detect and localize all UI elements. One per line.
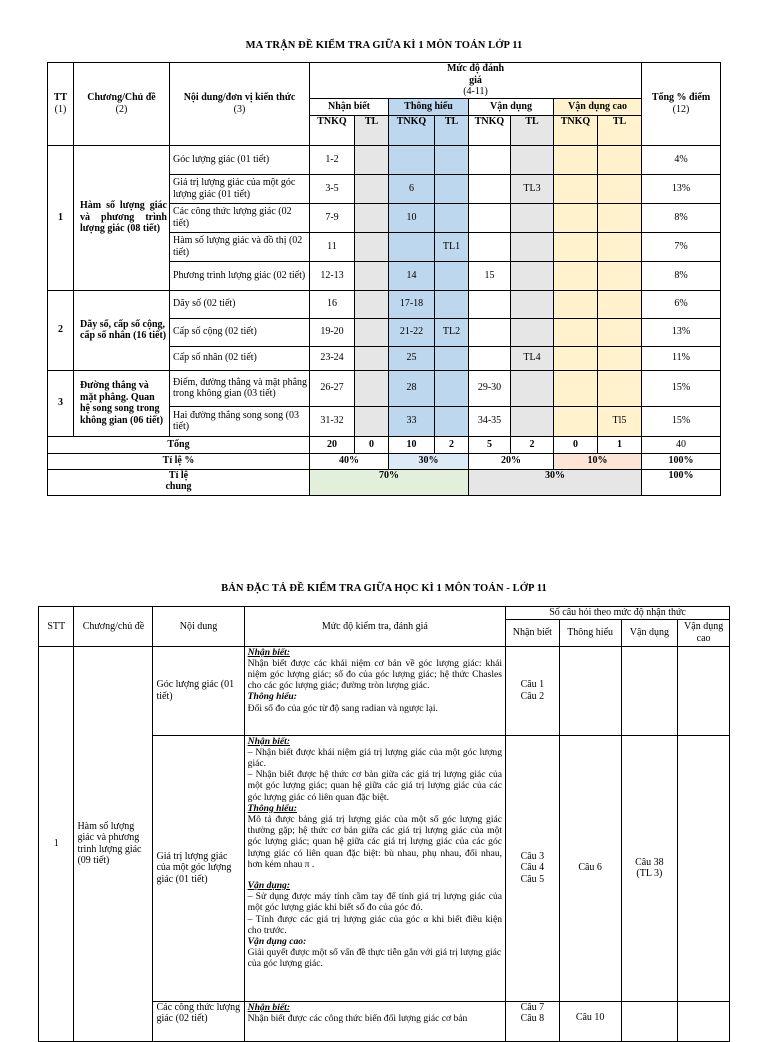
- question-cell: 19-20: [310, 318, 355, 346]
- spec-header-th: Thông hiểu: [559, 619, 621, 646]
- header-nhan-biet: Nhận biết: [310, 98, 389, 115]
- content-cell: Cấp số cộng (02 tiết): [170, 318, 310, 346]
- question-cell: [435, 370, 469, 406]
- percent-cell: 6%: [642, 290, 721, 318]
- question-cell: [554, 203, 598, 232]
- question-cell: [598, 290, 642, 318]
- total-cell: 10: [389, 436, 435, 453]
- spec-header-stt: STT: [39, 607, 74, 647]
- question-cell: [554, 346, 598, 370]
- question-cell: 34-35: [469, 406, 511, 436]
- sub-tnkq: TNKQ: [310, 115, 355, 145]
- chapter-number: 3: [48, 370, 74, 436]
- spec-vdc: [678, 646, 730, 735]
- spec-header-chapter: Chương/chủ đề: [74, 607, 153, 647]
- header-total: Tổng % điểm (12): [642, 63, 721, 146]
- question-cell: 16: [310, 290, 355, 318]
- spec-description: [244, 646, 505, 735]
- question-cell: [469, 290, 511, 318]
- level-text: Đổi số đo của góc từ độ sang radian và ngược lại.: [247, 702, 438, 714]
- question-cell: 1-2: [310, 145, 355, 174]
- question-cell: [511, 370, 554, 406]
- question-cell: [355, 174, 389, 203]
- question-cell: [511, 290, 554, 318]
- ratio-cell: 40%: [310, 453, 389, 469]
- question-cell: [598, 346, 642, 370]
- level-heading: Thông hiểu:: [247, 802, 297, 814]
- question-cell: [355, 406, 389, 436]
- level-heading: Nhận biết:: [247, 735, 291, 747]
- spec-th: [559, 646, 621, 735]
- spec-description: [244, 1001, 505, 1041]
- question-cell: [355, 318, 389, 346]
- question-cell: 26-27: [310, 370, 355, 406]
- percent-cell: 8%: [642, 203, 721, 232]
- level-heading: Vận dụng cao:: [247, 935, 307, 947]
- total-cell: 2: [435, 436, 469, 453]
- question-cell: 21-22: [389, 318, 435, 346]
- question-cell: [598, 145, 642, 174]
- total-cell: 1: [598, 436, 642, 453]
- question-cell: 31-32: [310, 406, 355, 436]
- question-cell: 17-18: [389, 290, 435, 318]
- question-cell: 14: [389, 261, 435, 290]
- question-cell: [554, 370, 598, 406]
- question-cell: 7-9: [310, 203, 355, 232]
- content-cell: Giá trị lượng giác của một góc lượng giác (01 tiết): [170, 174, 310, 203]
- question-cell: 12-13: [310, 261, 355, 290]
- content-cell: Góc lượng giác (01 tiết): [170, 145, 310, 174]
- question-cell: [469, 232, 511, 261]
- level-text: – Nhận biết được hệ thức cơ bản giữa các giá trị lượng giác của một góc lượng giác; quan hệ giữa các giá trị lượng giác của các góc lượng giác có liên quan đặc biệt.: [247, 769, 503, 803]
- question-cell: [355, 203, 389, 232]
- spec-content: Góc lượng giác (01 tiết): [153, 646, 244, 735]
- question-cell: 10: [389, 203, 435, 232]
- total-cell: 2: [511, 436, 554, 453]
- question-cell: [355, 346, 389, 370]
- question-cell: [554, 232, 598, 261]
- content-cell: Các công thức lượng giác (02 tiết): [170, 203, 310, 232]
- question-cell: 23-24: [310, 346, 355, 370]
- total-cell: 5: [469, 436, 511, 453]
- question-cell: 15: [469, 261, 511, 290]
- ratio-cell: 20%: [469, 453, 554, 469]
- question-cell: 28: [389, 370, 435, 406]
- question-cell: [511, 406, 554, 436]
- spec-vd: [621, 1001, 678, 1041]
- header-van-dung-cao: Vận dụng cao: [554, 98, 642, 115]
- spec-table: [38, 606, 730, 1042]
- total-pct: 40: [642, 436, 721, 453]
- question-cell: [355, 290, 389, 318]
- question-cell: [435, 261, 469, 290]
- ratio-total: 100%: [642, 453, 721, 469]
- header-tt: TT (1): [48, 63, 74, 146]
- chapter-number: 1: [48, 145, 74, 290]
- spec-nb: Câu 1 Câu 2: [506, 646, 560, 735]
- question-cell: 6: [389, 174, 435, 203]
- question-cell: [469, 346, 511, 370]
- level-text: – Sử dụng được máy tính cầm tay để tính giá trị lượng giác của một góc lượng giác khi biết số đo của góc đó.: [247, 891, 503, 914]
- spec-content: Giá trị lượng giác của một góc lượng giác (01 tiết): [153, 735, 244, 1001]
- spec-title: BẢN ĐẶC TẢ ĐỀ KIỂM TRA GIỮA HỌC KÌ 1 MÔN TOÁN - LỚP 11: [221, 583, 547, 594]
- general-label: Tỉ lệ chung: [48, 469, 310, 495]
- spec-header-content: Nội dung: [153, 607, 244, 647]
- chapter-name: Dãy số, cấp số cộng, cấp số nhân (16 tiết): [74, 290, 170, 370]
- percent-cell: 4%: [642, 145, 721, 174]
- spec-chapter: Hàm số lượng giác và phương trình lượng giác (09 tiết): [74, 646, 153, 1041]
- header-van-dung: Vận dụng: [469, 98, 554, 115]
- ratio-cell: 10%: [554, 453, 642, 469]
- level-text: Giải quyết được một số vấn đề thực tiễn gắn với giá trị lượng giác của góc lượng giác.: [247, 947, 502, 970]
- question-cell: [435, 203, 469, 232]
- question-cell: TL4: [511, 346, 554, 370]
- level-heading: Nhận biết:: [247, 1001, 291, 1013]
- general-cell: 70%: [310, 469, 469, 495]
- spec-header-level: Mức độ kiểm tra, đánh giá: [244, 607, 505, 647]
- spec-nb: Câu 3 Câu 4 Câu 5: [506, 735, 560, 1001]
- question-cell: [554, 406, 598, 436]
- question-cell: [598, 370, 642, 406]
- question-cell: [554, 261, 598, 290]
- question-cell: [598, 261, 642, 290]
- content-cell: Hàm số lượng giác và đồ thị (02 tiết): [170, 232, 310, 261]
- header-level: Mức độ đánh giá (4-11): [310, 63, 642, 99]
- spec-nb: Câu 7 Câu 8: [506, 1001, 560, 1041]
- spec-header-count: Số câu hỏi theo mức độ nhận thức: [506, 607, 730, 620]
- question-cell: [389, 232, 435, 261]
- percent-cell: 15%: [642, 370, 721, 406]
- sub-tl: TL: [355, 115, 389, 145]
- header-chapter: Chương/Chủ đề (2): [74, 63, 170, 146]
- level-text: – Tính được các giá trị lượng giác của góc α khi biết điều kiện cho trước.: [247, 913, 503, 936]
- question-cell: [511, 145, 554, 174]
- question-cell: [554, 145, 598, 174]
- sub-tnkq: TNKQ: [469, 115, 511, 145]
- general-total: 100%: [642, 469, 721, 495]
- question-cell: [511, 318, 554, 346]
- general-cell: 30%: [469, 469, 642, 495]
- question-cell: [435, 145, 469, 174]
- question-cell: [469, 203, 511, 232]
- question-cell: [435, 406, 469, 436]
- question-cell: TL1: [435, 232, 469, 261]
- question-cell: 33: [389, 406, 435, 436]
- content-cell: Phương trình lượng giác (02 tiết): [170, 261, 310, 290]
- question-cell: 29-30: [469, 370, 511, 406]
- question-cell: [469, 174, 511, 203]
- percent-cell: 15%: [642, 406, 721, 436]
- level-text: Mô tả được bảng giá trị lượng giác của một số góc lượng giác thường gặp; hệ thức cơ bản giữa các giá trị lượng giác của một góc lượng giác; quan hệ giữa các giá trị lượng giác của các góc lượng giác có liên quan đặc biệt: bù nhau, phụ nhau, đối nhau, hơn kém nhau π .: [247, 813, 503, 870]
- question-cell: [435, 346, 469, 370]
- question-cell: [554, 318, 598, 346]
- spec-vd: Câu 38 (TL 3): [621, 735, 678, 1001]
- content-cell: Hai đường thẳng song song (03 tiết): [170, 406, 310, 436]
- question-cell: [435, 174, 469, 203]
- question-cell: [355, 370, 389, 406]
- level-text: – Nhận biết được khái niệm giá trị lượng giác của một góc lượng giác.: [247, 746, 503, 769]
- spec-stt: 1: [39, 646, 74, 1041]
- ratio-label: Tỉ lệ %: [48, 453, 310, 469]
- spec-vdc: [678, 1001, 730, 1041]
- sub-tnkq: TNKQ: [554, 115, 598, 145]
- question-cell: 3-5: [310, 174, 355, 203]
- question-cell: Tl5: [598, 406, 642, 436]
- question-cell: [355, 261, 389, 290]
- spec-vd: [621, 646, 678, 735]
- question-cell: [511, 261, 554, 290]
- level-text: Nhận biết được các khái niệm cơ bản về góc lượng giác: khái niệm góc lượng giác; số đo của góc lượng giác; hệ thức Chasles cho các góc lượng giác; đường tròn lượng giác.: [247, 657, 503, 692]
- spec-th: Câu 6: [559, 735, 621, 1001]
- level-text: Nhận biết được các công thức biến đổi lượng giác cơ bản: [247, 1012, 468, 1024]
- matrix-title: MA TRẬN ĐỀ KIỂM TRA GIỮA KÌ 1 MÔN TOÁN LỚP 11: [245, 40, 523, 51]
- spec-header-vdc: Vận dụng cao: [678, 619, 730, 646]
- total-cell: 0: [554, 436, 598, 453]
- spec-th: Câu 10: [559, 1001, 621, 1041]
- question-cell: [469, 318, 511, 346]
- matrix-table: [47, 62, 721, 496]
- percent-cell: 13%: [642, 174, 721, 203]
- question-cell: [355, 145, 389, 174]
- question-cell: [554, 290, 598, 318]
- sub-tl: TL: [511, 115, 554, 145]
- question-cell: [389, 145, 435, 174]
- content-cell: Dãy số (02 tiết): [170, 290, 310, 318]
- percent-cell: 7%: [642, 232, 721, 261]
- header-content: Nội dung/đơn vị kiến thức (3): [170, 63, 310, 146]
- level-heading: Nhận biết:: [247, 646, 291, 658]
- spec-description: [244, 735, 505, 1001]
- question-cell: [598, 318, 642, 346]
- question-cell: [598, 232, 642, 261]
- question-cell: [435, 290, 469, 318]
- question-cell: [469, 145, 511, 174]
- percent-cell: 11%: [642, 346, 721, 370]
- chapter-name: Hàm số lượng giác và phương trình lượng giác (08 tiết): [74, 145, 170, 290]
- sub-tl: TL: [435, 115, 469, 145]
- question-cell: 25: [389, 346, 435, 370]
- chapter-number: 2: [48, 290, 74, 370]
- content-cell: Điểm, đường thẳng và mặt phẳng trong không gian (03 tiết): [170, 370, 310, 406]
- question-cell: [554, 174, 598, 203]
- question-cell: 11: [310, 232, 355, 261]
- total-label: Tổng: [48, 436, 310, 453]
- question-cell: TL3: [511, 174, 554, 203]
- spec-vdc: [678, 735, 730, 1001]
- question-cell: [511, 232, 554, 261]
- question-cell: [511, 203, 554, 232]
- ratio-cell: 30%: [389, 453, 469, 469]
- spec-header-vd: Vận dụng: [621, 619, 678, 646]
- question-cell: [598, 203, 642, 232]
- sub-tl: TL: [598, 115, 642, 145]
- question-cell: [355, 232, 389, 261]
- percent-cell: 13%: [642, 318, 721, 346]
- question-cell: TL2: [435, 318, 469, 346]
- level-heading: Thông hiểu:: [247, 691, 297, 703]
- sub-tnkq: TNKQ: [389, 115, 435, 145]
- total-cell: 20: [310, 436, 355, 453]
- percent-cell: 8%: [642, 261, 721, 290]
- content-cell: Cấp số nhân (02 tiết): [170, 346, 310, 370]
- spec-content: Các công thức lượng giác (02 tiết): [153, 1001, 244, 1041]
- chapter-name: Đường thẳng và mặt phẳng. Quan hệ song song trong không gian (06 tiết): [74, 370, 170, 436]
- level-heading: Vận dụng:: [247, 879, 291, 891]
- spec-header-nb: Nhận biết: [506, 619, 560, 646]
- header-thong-hieu: Thông hiểu: [389, 98, 469, 115]
- total-cell: 0: [355, 436, 389, 453]
- question-cell: [598, 174, 642, 203]
